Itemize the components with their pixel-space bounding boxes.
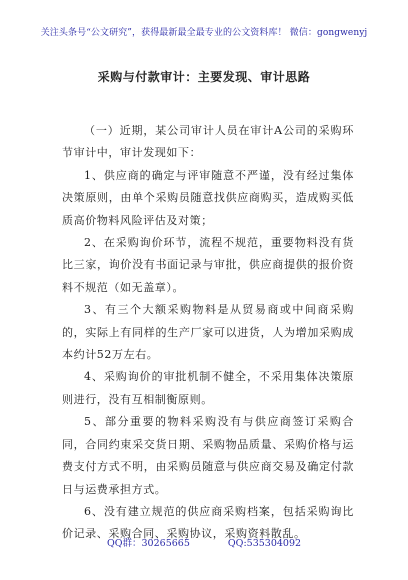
paragraph-finding-6: 6、没有建立规范的供应商采购档案，包括采购询比价记录、采购合同、采购协议，采购资料散乱。: [62, 504, 354, 541]
footer-qq-group: QQ群：30265665: [106, 538, 190, 549]
paragraph-finding-4: 4、采购询价的审批机制不健全，不采用集体决策原则进行，没有互相制衡原则。: [62, 370, 354, 406]
footer-qq: QQ:535304092: [227, 538, 302, 549]
paragraph-intro: （一）近期，某公司审计人员在审计A公司的采购环节审计中，审计发现如下：: [62, 124, 354, 160]
paragraph-finding-2: 2、在采购询价环节，流程不规范，重要物料没有货比三家，询价没有书面记录与审批，供应商提供的报价资料不规范（如无盖章）。: [62, 236, 354, 294]
paragraph-finding-3: 3、有三个大额采购物料是从贸易商或中间商采购的，实际上有同样的生产厂家可以进货，人为增加采购成本约计52万左右。: [62, 303, 354, 362]
header-note: 关注头条号“公文研究”，获得最新最全最专业的公文资料库！ 微信：gongwenyj: [40, 28, 368, 38]
paragraph-finding-5: 5、部分重要的物料采购没有与供应商签订采购合同，合同约束采交货日期、采购物品质量、采购价格与运费支付方式不明，由采购员随意与供应商交易及确定付款日与运费承担方式。: [62, 415, 354, 496]
document-title: 采购与付款审计：主要发现、审计思路: [97, 70, 311, 84]
footer-contact: [0, 535, 408, 549]
paragraph-finding-1: 1、供应商的确定与评审随意不严谨，没有经过集体决策原则，由单个采购员随意找供应商购买，造成购买低质高价物料风险评估及对策；: [62, 168, 354, 227]
document-body: [62, 120, 354, 546]
